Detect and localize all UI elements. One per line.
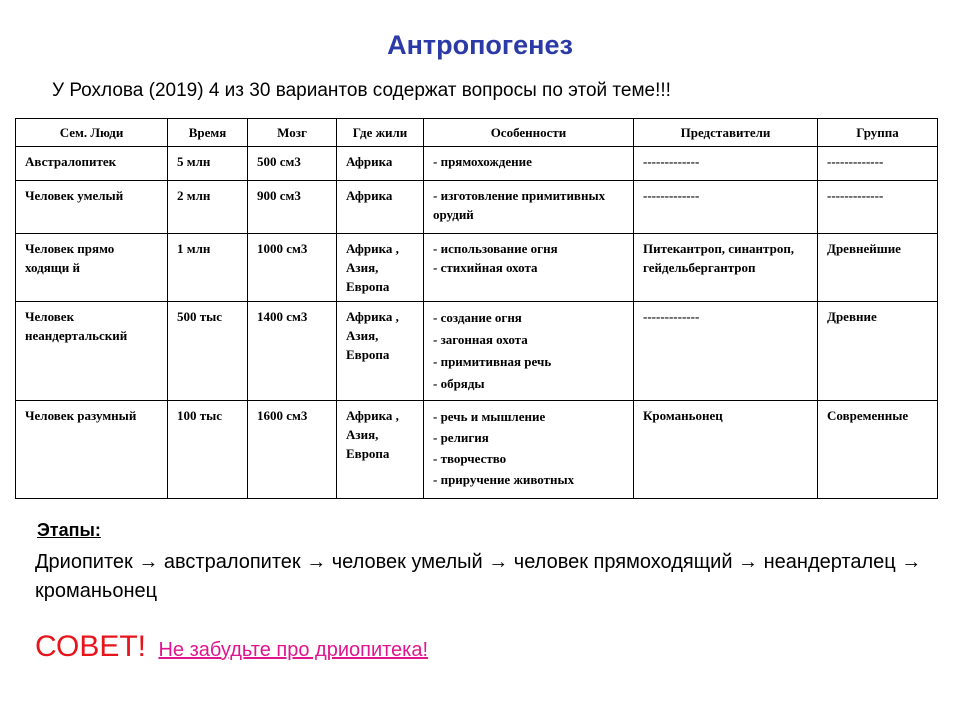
feature-item: - творчество xyxy=(433,451,507,466)
table-row xyxy=(16,147,938,181)
stages-text: Дриопитек → австралопитек → человек умелый → человек прямоходящий → неандерталец → кроманьонец xyxy=(35,551,922,602)
habitat-cell: Африка , Азия, Европа xyxy=(337,401,424,499)
table-row xyxy=(16,401,938,499)
feature-item: - обряды xyxy=(433,376,485,391)
representatives-cell: ------------- xyxy=(634,302,818,401)
habitat-cell: Африка xyxy=(337,181,424,234)
representatives-cell: ------------- xyxy=(634,181,818,234)
group-cell: ------------- xyxy=(818,147,938,181)
species-name-text: Человек прямоходящи й xyxy=(25,241,115,275)
representatives-cell: ------------- xyxy=(634,147,818,181)
advice-block xyxy=(35,630,428,664)
time-cell: 100 тыс xyxy=(168,401,248,499)
header-cell: Мозг xyxy=(248,119,337,147)
features-cell xyxy=(424,181,634,234)
feature-item: - создание огня xyxy=(433,310,522,325)
time-cell: 5 млн xyxy=(168,147,248,181)
habitat-cell: Африка , Азия, Европа xyxy=(337,234,424,302)
feature-item: - религия xyxy=(433,430,489,445)
features-cell xyxy=(424,302,634,401)
table-row xyxy=(16,302,938,401)
species-name: Человек неандертальский xyxy=(16,302,168,401)
advice-link[interactable]: Не забудьте про дриопитека! xyxy=(158,639,429,661)
header-cell: Особенности xyxy=(424,119,634,147)
feature-item: - речь и мышление xyxy=(433,409,546,424)
anthropogenesis-table xyxy=(15,118,938,499)
feature-item: - использование огня xyxy=(433,241,558,256)
brain-cell: 1000 см3 xyxy=(248,234,337,302)
features-cell xyxy=(424,234,634,302)
time-cell: 500 тыс xyxy=(168,302,248,401)
feature-item: - приручение животных xyxy=(433,472,575,487)
time-cell: 1 млн xyxy=(168,234,248,302)
species-name: Австралопитек xyxy=(16,147,168,181)
brain-cell: 500 см3 xyxy=(248,147,337,181)
features-cell xyxy=(424,147,634,181)
feature-item: - примитивная речь xyxy=(433,354,552,369)
representatives-cell: Питекантроп, синантроп, гейдельбергантроп xyxy=(634,234,818,302)
header-cell: Сем. Люди xyxy=(16,119,168,147)
subtitle: У Рохлова (2019) 4 из 30 вариантов содержат вопросы по этой теме!!! xyxy=(52,80,671,101)
group-cell: ------------- xyxy=(818,181,938,234)
group-cell: Древние xyxy=(818,302,938,401)
species-name: Человек умелый xyxy=(16,181,168,234)
header-cell: Где жили xyxy=(337,119,424,147)
features-cell xyxy=(424,401,634,499)
brain-cell: 1400 см3 xyxy=(248,302,337,401)
page-title: Антропогенез xyxy=(387,30,573,60)
advice-label: СОВЕТ! xyxy=(35,630,147,663)
brain-cell: 1600 см3 xyxy=(248,401,337,499)
species-name: Человек разумный xyxy=(16,401,168,499)
header-cell: Представители xyxy=(634,119,818,147)
feature-item: - загонная охота xyxy=(433,332,528,347)
feature-item: - прямохождение xyxy=(433,154,532,169)
table-header-row xyxy=(16,119,938,147)
header-cell: Группа xyxy=(818,119,938,147)
table-row xyxy=(16,181,938,234)
header-cell: Время xyxy=(168,119,248,147)
brain-cell: 900 см3 xyxy=(248,181,337,234)
table-row xyxy=(16,234,938,302)
feature-item: - изготовление примитивных орудий xyxy=(433,188,606,222)
feature-item: - стихийная охота xyxy=(433,260,538,275)
group-cell: Современные xyxy=(818,401,938,499)
stages-heading: Этапы: xyxy=(37,520,101,540)
habitat-cell: Африка xyxy=(337,147,424,181)
species-name xyxy=(16,234,168,302)
representatives-cell: Кроманьонец xyxy=(634,401,818,499)
time-cell: 2 млн xyxy=(168,181,248,234)
habitat-cell: Африка , Азия, Европа xyxy=(337,302,424,401)
group-cell: Древнейшие xyxy=(818,234,938,302)
